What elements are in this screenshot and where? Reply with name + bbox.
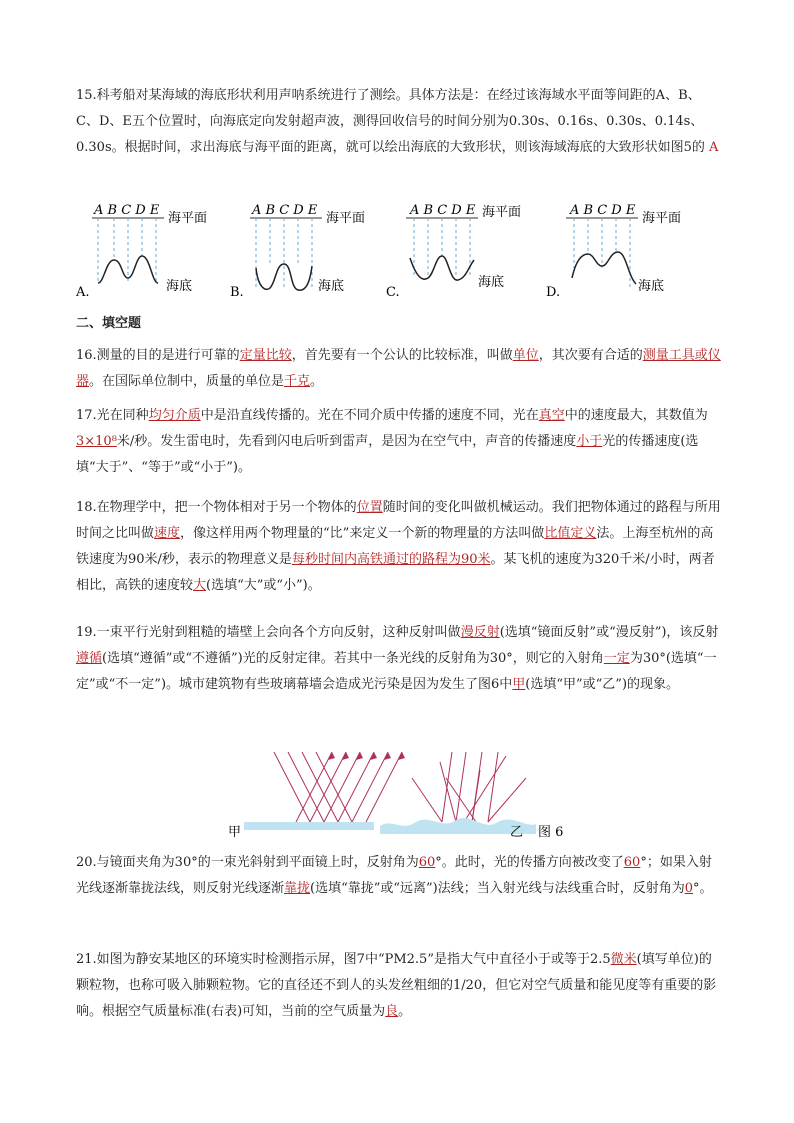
q18-text-5: 。某飞机的速度为320千米/小时，两者相比，高铁的速度较	[76, 552, 715, 593]
q20-answer-2: 60	[623, 855, 641, 870]
q19-answer-3: 一定	[603, 651, 630, 666]
q19-text-5: (选填“甲”或“乙”)的现象。	[525, 677, 680, 692]
q16-answer-1: 定量比较	[239, 348, 292, 363]
q20-text-2: °。此时，光的传播方向被改变了	[435, 855, 624, 870]
fig5-diagram-a	[92, 203, 207, 294]
fig5-sea-level-b: 海平面	[326, 211, 366, 226]
q18-answer-2: 速度	[154, 526, 181, 541]
fig6-specular-rays	[274, 752, 402, 822]
q19-answer-2: 遵循	[76, 651, 103, 666]
q17-answer-2: 真空	[538, 408, 565, 423]
q20-answer-3: 靠拢	[284, 881, 311, 896]
fig5-letters-b: A B C D E	[252, 203, 318, 218]
section-title: 二、填空题	[76, 316, 142, 331]
fig5-diagram-b	[250, 203, 365, 294]
question-19	[76, 620, 722, 698]
fig5-sea-level-a: 海平面	[168, 211, 208, 226]
q18-text-2: 随时间的变化叫做机械运动。我们把物体通过的路程与所用时间之比叫做	[76, 500, 721, 541]
q17-text-5: 光的传播速度(选填“大于”、“等于”或“小于”)。	[76, 434, 699, 475]
q16-text-3: ，其次要有合适的	[538, 348, 643, 363]
q16-answer-2: 单位	[512, 348, 539, 363]
q18-text-3: ，像这样用两个物理量的“比”来定义一个新的物理量的方法叫做	[180, 526, 545, 541]
q21-answer-2: 良	[385, 1004, 399, 1019]
q17-answer-4: 小于	[576, 434, 603, 449]
q17-text-1: 17.光在同种	[76, 408, 149, 423]
q16-answer-4: 千克	[284, 374, 311, 389]
q19-text-1: 19.一束平行光射到粗糙的墙壁上会向各个方向反射，这种反射叫做	[76, 625, 461, 640]
q20-text-4: (选填“靠拢”或“远离”)法线；当入射光线与法线重合时，反射角为	[310, 881, 685, 896]
fig5-letters-a: A B C D E	[94, 203, 160, 218]
fig5-option-c: C.	[386, 285, 400, 300]
q16-text-1: 16.测量的目的是进行可靠的	[76, 348, 240, 363]
fig5-option-b: B.	[230, 285, 244, 300]
question-18	[76, 495, 722, 599]
q17-answer-1: 均匀介质	[148, 408, 201, 423]
q17-answer-3: 3×10⁸	[76, 434, 117, 449]
fig5-letters-d: A B C D E	[570, 203, 636, 218]
fig5-letters-c: A B C D E	[410, 203, 476, 218]
fig5-sea-bottom-c: 海底	[478, 275, 505, 290]
fig5-sea-bottom-a: 海底	[166, 279, 193, 294]
q21-text-1: 21.如图为静安某地区的环境实时检测指示屏，图7中“PM2.5”是指大气中直径小于或等于2.5	[76, 952, 611, 967]
q15-text: 15.科考船对某海域的海底形状利用声呐系统进行了测绘。具体方法是：在经过该海域水平面等间距的A、B、C、D、E五个位置时，向海底定向发射超声波，测得回收信号的时间分别为0.30s、0.16s、0.30s、0.14s、0.30s。根据时间，求出海底与海平面的距离，就可以绘出海底的大致形状，则该海域海底的大致形状如图5的	[76, 88, 705, 155]
question-17	[76, 403, 722, 481]
fig5-option-a: A.	[76, 285, 90, 300]
fig5-diagram-c	[406, 203, 521, 290]
q20-answer-1: 60	[418, 855, 436, 870]
fig5-sea-level-d: 海平面	[642, 211, 682, 226]
q18-answer-1: 位置	[356, 500, 383, 515]
q18-text-4: 法。上海至杭州的高铁速度为90米/秒，表示的物理意义是	[76, 526, 714, 567]
q16-text-4: 。在国际单位制中，质量的单位是	[89, 374, 285, 389]
fig6-diffuse-rays	[412, 752, 526, 822]
fig5-sea-bottom-b: 海底	[318, 279, 345, 294]
q19-answer-4: 甲	[512, 677, 526, 692]
fig5-sea-level-c: 海平面	[482, 205, 522, 220]
fig5-diagram-d	[566, 203, 681, 294]
q19-text-2: (选填“镜面反射”或“漫反射”)，该反射	[499, 625, 719, 640]
q16-text-2: ，首先要有一个公认的比较标准，叫做	[291, 348, 513, 363]
q17-text-2: 中是沿直线传播的。光在不同介质中传播的速度不同，光在	[200, 408, 539, 423]
fig6-caption: 图 6	[538, 825, 564, 840]
q15-answer: A	[709, 140, 719, 155]
q20-answer-4: 0	[684, 881, 694, 896]
figure-6	[226, 748, 586, 848]
q16-text-5: 。	[310, 374, 324, 389]
fig6-flat-mirror	[244, 822, 374, 830]
q17-text-3: 中的速度最大，其数值为	[564, 408, 708, 423]
q18-answer-3: 比值定义	[544, 526, 597, 541]
fig5-sea-bottom-d: 海底	[638, 279, 665, 294]
q17-text-4: 米/秒。发生雷电时，先看到闪电后听到雷声，是因为在空气中，声音的传播速度	[116, 434, 577, 449]
question-21	[76, 947, 722, 1025]
figure-5	[76, 198, 716, 302]
q21-text-2: (填写单位)的颗粒物，也称可吸入肺颗粒物。它的直径还不到人的头发丝粗细的1/20，但它对空气质量和能见度等有重要的影响。根据空气质量标准(右表)可知，当前的空气质量为	[76, 952, 717, 1019]
q21-answer-1: 微米	[610, 952, 637, 967]
q20-text-1: 20.与镜面夹角为30°的一束光斜射到平面镜上时，反射角为	[76, 855, 419, 870]
q16-answer-3: 测量工具或仪器	[76, 348, 721, 389]
question-16	[76, 343, 722, 395]
fig6-label-left: 甲	[228, 825, 242, 840]
fig5-option-d: D.	[546, 285, 561, 300]
q20-text-3: °；如果入射光线逐渐靠拢法线，则反射光线逐渐	[76, 855, 712, 896]
q21-text-3: 。	[398, 1004, 412, 1019]
question-15	[76, 83, 722, 161]
q18-text-1: 18.在物理学中，把一个物体相对于另一个物体的	[76, 500, 357, 515]
q20-text-5: °。	[693, 881, 713, 896]
q19-answer-1: 漫反射	[460, 625, 500, 640]
q18-answer-4: 每秒时间内高铁通过的路程为90米	[291, 552, 491, 567]
q18-answer-5: 大	[193, 578, 207, 593]
q19-text-4: 为30°(选填“一定”或“不一定”)。城市建筑物有些玻璃幕墙会造成光污染是因为发生了图6中	[76, 651, 717, 692]
q18-text-6: (选填“大”或“小”)。	[206, 578, 321, 593]
q19-text-3: (选填“遵循”或“不遵循”)光的反射定律。若其中一条光线的反射角为30°，则它的入射角	[102, 651, 604, 666]
question-20	[76, 850, 722, 902]
fig6-label-right: 乙	[510, 825, 524, 840]
